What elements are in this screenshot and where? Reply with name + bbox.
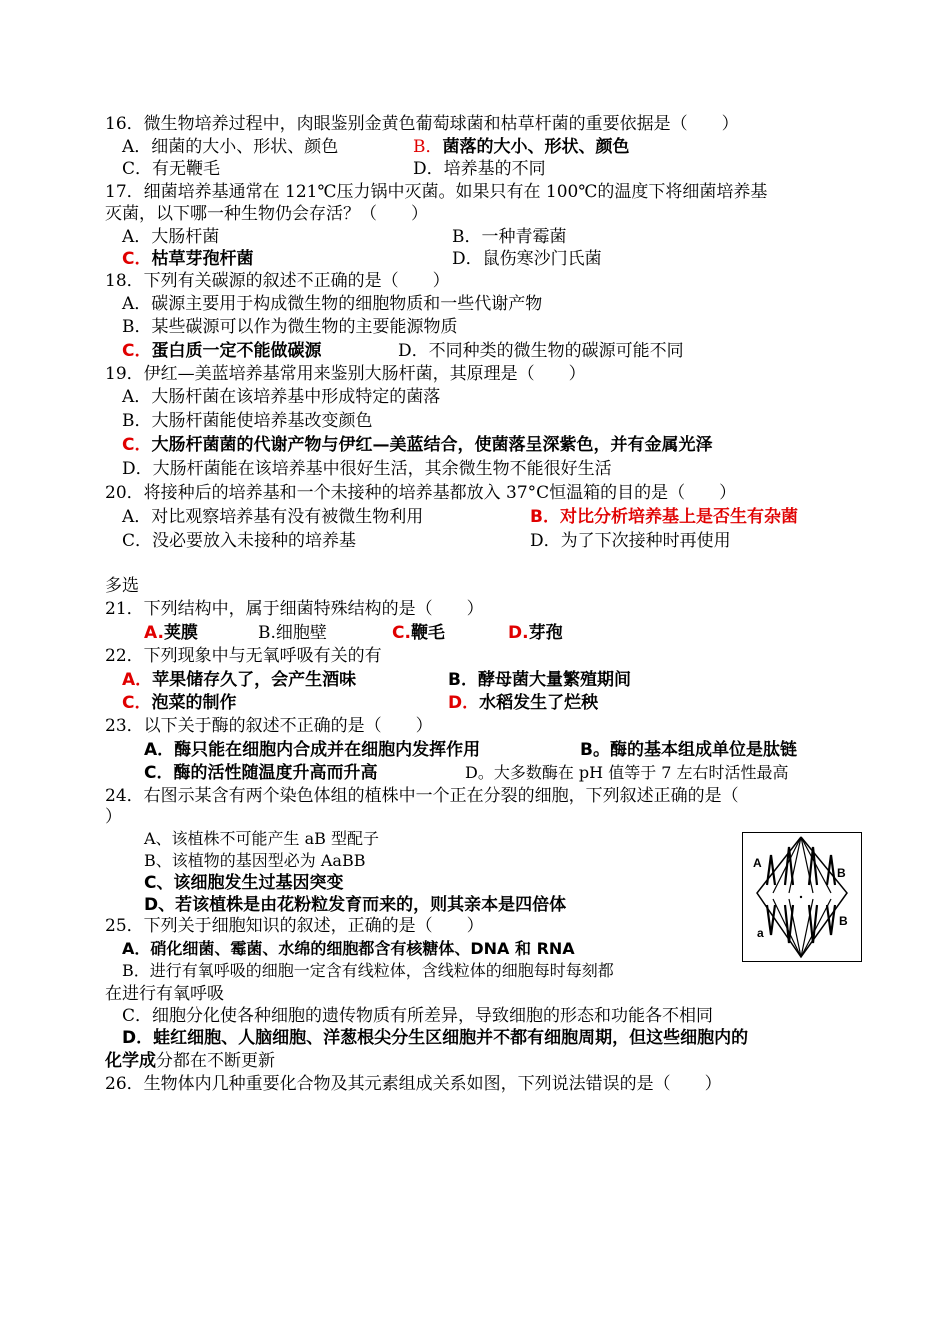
q16-option-a: A．细菌的大小、形状、颜色	[122, 137, 339, 157]
q23-option-b: B。酶的基本组成单位是肽链	[580, 740, 797, 760]
q21-option-c-letter: C.	[392, 623, 411, 643]
q20-option-a: A．对比观察培养基有没有被微生物利用	[122, 507, 424, 527]
q21-option-a	[144, 622, 198, 644]
section-multi-choice: 多选	[105, 576, 139, 596]
gene-label-a-upper: A	[753, 856, 762, 870]
q20-option-b-letter: B．	[530, 507, 560, 527]
dividing-cell-figure	[742, 832, 862, 962]
q21-option-b: B.细胞壁	[258, 623, 327, 643]
q19-option-c-text: 大肠杆菌菌的代谢产物与伊红—美蓝结合，使菌落呈深紫色，并有金属光泽	[151, 435, 713, 455]
q24-option-c: C、该细胞发生过基因突变	[144, 873, 344, 893]
q18-option-c-letter: C．	[122, 341, 152, 361]
q16-option-c: C．有无鞭毛	[122, 159, 221, 179]
gene-label-b-upper: B	[837, 866, 846, 880]
q25-option-a: A．硝化细菌、霉菌、水绵的细胞都含有核糖体、DNA 和 RNA	[122, 939, 575, 958]
q23-option-c: C．酶的活性随温度升高而升高	[144, 763, 378, 783]
q19-option-b: B．大肠杆菌能使培养基改变颜色	[122, 411, 373, 431]
q21-option-d-letter: D.	[508, 623, 529, 643]
q18-option-d: D．不同种类的微生物的碳源可能不同	[398, 341, 684, 361]
q23-option-d: D。大多数酶在 pH 值等于 7 左右时活性最高	[465, 763, 789, 782]
q16-option-b	[413, 136, 630, 158]
q26-stem: 26．生物体内几种重要化合物及其元素组成关系如图，下列说法错误的是（ ）	[105, 1074, 722, 1094]
q18-option-a: A．碳源主要用于构成微生物的细胞物质和一些代谢产物	[122, 294, 543, 314]
q25-stem: 25．下列关于细胞知识的叙述，正确的是（ ）	[105, 916, 484, 936]
q22-option-d	[448, 692, 598, 714]
q21-option-d-text: 芽孢	[528, 623, 563, 643]
q25-option-d-bold: 化学成	[105, 1051, 156, 1071]
q16-option-b-letter: B．	[413, 137, 443, 157]
q18-option-b: B．某些碳源可以作为微生物的主要能源物质	[122, 317, 458, 337]
q22-option-d-text: 水稻发生了烂秧	[479, 693, 599, 713]
q16-stem: 16．微生物培养过程中，肉眼鉴别金黄色葡萄球菌和枯草杆菌的重要依据是（ ）	[105, 114, 739, 134]
q22-option-c	[122, 692, 236, 714]
q19-option-c	[122, 434, 712, 456]
q23-option-a: A．酶只能在细胞内合成并在细胞内发挥作用	[144, 740, 481, 760]
q21-option-c-text: 鞭毛	[410, 623, 445, 643]
q22-option-c-text: 泡菜的制作	[151, 693, 237, 713]
q17-stem-line2: 灭菌，以下哪一种生物仍会存活？（ ）	[105, 204, 428, 224]
spindle-diagram	[743, 833, 861, 961]
q24-option-a: A、该植株不可能产生 aB 型配子	[144, 829, 380, 848]
q19-option-d: D．大肠杆菌能在该培养基中很好生活，其余微生物不能很好生活	[122, 459, 612, 479]
q21-option-a-text: 荚膜	[163, 623, 198, 643]
q25-option-d-line1: D．蛙红细胞、人脑细胞、洋葱根尖分生区细胞并不都有细胞周期，但这些细胞内的	[122, 1028, 749, 1048]
q18-option-c-text: 蛋白质一定不能做碳源	[151, 341, 322, 361]
q22-option-b-text: B．酵母菌大量繁殖期间	[448, 670, 631, 690]
q17-option-c-text: 枯草芽孢杆菌	[151, 249, 254, 269]
q16-option-b-text: 菌落的大小、形状、颜色	[442, 137, 630, 157]
q22-option-a	[122, 669, 356, 691]
q21-option-c	[392, 622, 445, 644]
q21-option-d	[508, 622, 563, 644]
q25-option-d-line2	[105, 1050, 275, 1072]
q24-stem-line2: ）	[105, 807, 122, 827]
q25-option-b-line2: 在进行有氧呼吸	[105, 984, 224, 1004]
q18-stem: 18．下列有关碳源的叙述不正确的是（ ）	[105, 271, 450, 291]
q20-stem: 20．将接种后的培养基和一个未接种的培养基都放入 37°C恒温箱的目的是（ ）	[105, 483, 737, 503]
q22-option-b	[448, 669, 631, 691]
q22-option-c-letter: C．	[122, 693, 152, 713]
q20-option-b-text: 对比分析培养基上是否生有杂菌	[559, 507, 798, 527]
q22-option-d-letter: D．	[448, 693, 480, 713]
q17-stem-line1: 17．细菌培养基通常在 121℃压力锅中灭菌。如果只有在 100℃的温度下将细菌培养基	[105, 182, 768, 202]
q25-option-d-rest: 分都在不断更新	[156, 1051, 275, 1071]
q19-option-c-letter: C．	[122, 435, 152, 455]
q17-option-d: D．鼠伤寒沙门氏菌	[452, 249, 602, 269]
gene-label-b-lower: B	[839, 914, 848, 928]
q24-stem-line1: 24．右图示某含有两个染色体组的植株中一个正在分裂的细胞，下列叙述正确的是（	[105, 786, 739, 806]
q22-option-a-letter: A．	[122, 670, 153, 690]
q25-option-b-line1: B．进行有氧呼吸的细胞一定含有线粒体，含线粒体的细胞每时每刻都	[122, 961, 614, 980]
q19-option-a: A．大肠杆菌在该培养基中形成特定的菌落	[122, 387, 441, 407]
q21-option-a-letter: A.	[144, 623, 164, 643]
q17-option-c	[122, 248, 253, 270]
q25-option-c: C．细胞分化使各种细胞的遗传物质有所差异，导致细胞的形态和功能各不相同	[122, 1006, 714, 1026]
q20-option-d: D．为了下次接种时再使用	[530, 531, 731, 551]
q23-stem: 23．以下关于酶的叙述不正确的是（ ）	[105, 716, 433, 736]
q22-stem: 22．下列现象中与无氧呼吸有关的有	[105, 646, 382, 666]
q17-option-c-letter: C．	[122, 249, 152, 269]
q17-option-b: B．一种青霉菌	[452, 227, 567, 247]
q20-option-b	[530, 506, 798, 528]
q22-option-a-text: 苹果储存久了，会产生酒味	[152, 670, 357, 690]
q18-option-c	[122, 340, 321, 362]
q17-option-a: A．大肠杆菌	[122, 227, 220, 247]
q19-stem: 19．伊红—美蓝培养基常用来鉴别大肠杆菌，其原理是（ ）	[105, 364, 586, 384]
q20-option-c: C．没必要放入未接种的培养基	[122, 531, 357, 551]
q24-option-d: D、若该植株是由花粉粒发育而来的，则其亲本是四倍体	[144, 895, 567, 915]
q16-option-d: D．培养基的不同	[413, 159, 546, 179]
q21-stem: 21．下列结构中，属于细菌特殊结构的是（ ）	[105, 599, 484, 619]
gene-label-a-lower: a	[757, 926, 764, 940]
q24-option-b: B、该植物的基因型必为 AaBB	[144, 851, 366, 870]
